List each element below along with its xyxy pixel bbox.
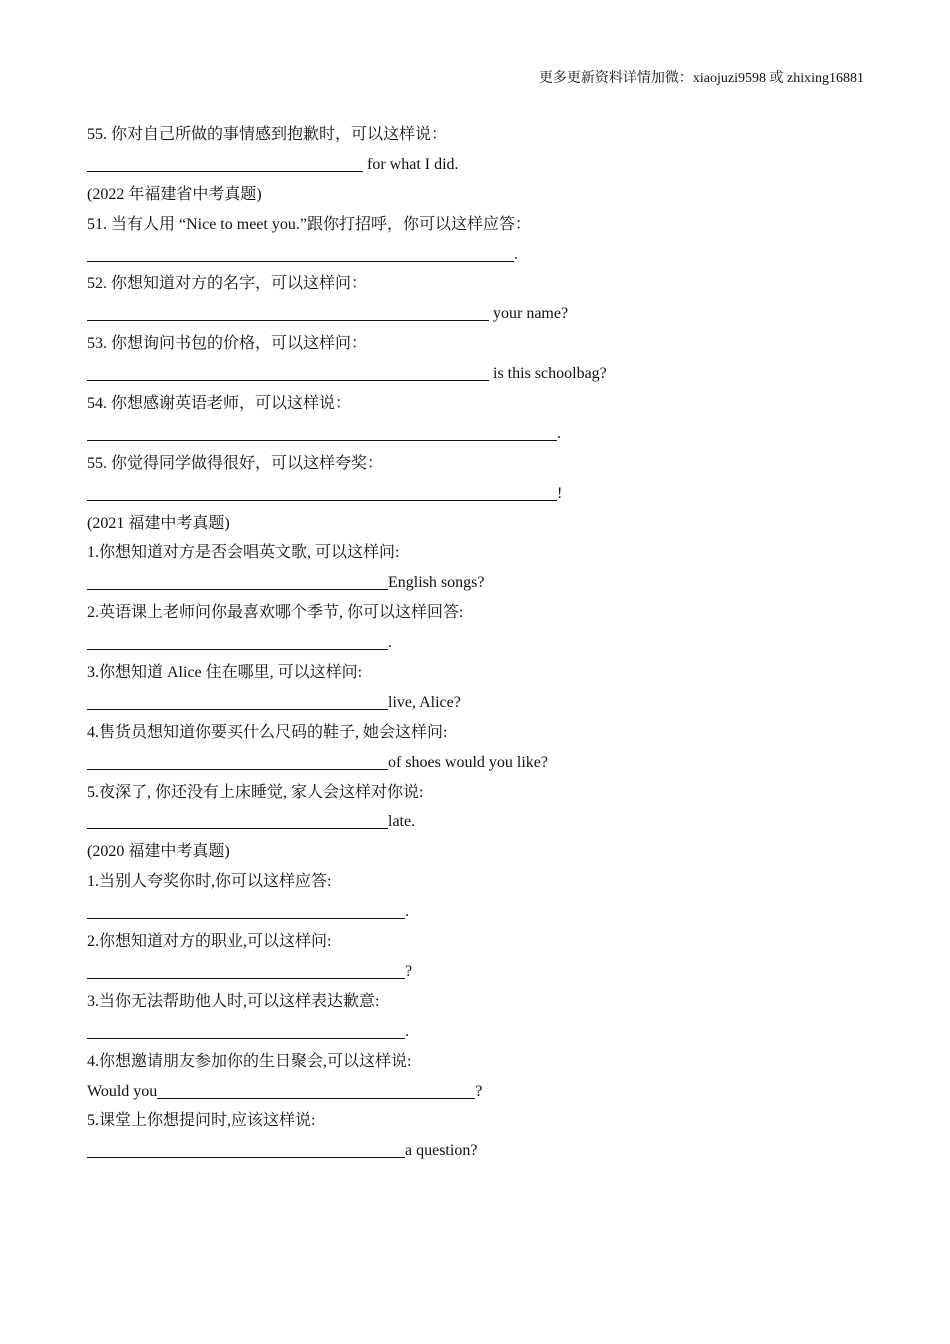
answer-line [87, 359, 887, 389]
answer-suffix: . [557, 424, 561, 442]
answer-suffix: ! [557, 484, 563, 502]
answer-line [87, 807, 887, 837]
question-line: 4.你想邀请朋友参加你的生日聚会,可以这样说: [87, 1052, 412, 1070]
answer-blank[interactable] [87, 960, 405, 979]
header-note: 更多更新资料详情加微：xiaojuzi9598 或 zhixing16881 [538, 71, 864, 86]
answer-line [87, 479, 887, 509]
question-line: (2020 福建中考真题) [87, 843, 230, 861]
answer-line [87, 897, 887, 927]
answer-blank[interactable] [87, 482, 557, 501]
answer-suffix: . [388, 634, 392, 652]
exercise-content [87, 120, 887, 1166]
answer-suffix: . [405, 1022, 409, 1040]
answer-blank[interactable] [87, 153, 363, 172]
answer-line [87, 688, 887, 718]
answer-blank[interactable] [87, 422, 557, 441]
answer-blank[interactable] [157, 1080, 475, 1099]
answer-line [87, 1077, 887, 1107]
answer-line [87, 299, 887, 329]
answer-line [87, 748, 887, 778]
question-line: 5.课堂上你想提问时,应该这样说: [87, 1112, 316, 1130]
answer-line [87, 957, 887, 987]
answer-suffix: your name? [489, 305, 569, 323]
answer-blank[interactable] [87, 900, 405, 919]
answer-blank[interactable] [87, 1139, 405, 1158]
answer-line [87, 419, 887, 449]
answer-suffix: . [405, 903, 409, 921]
answer-suffix: ? [475, 1082, 483, 1100]
question-line: 3.你想知道 Alice 住在哪里, 可以这样问: [87, 664, 363, 682]
question-line: 51. 当有人用 “Nice to meet you.”跟你打招呼，你可以这样应答： [87, 215, 531, 233]
question-line: 52. 你想知道对方的名字，可以这样问： [87, 275, 368, 293]
answer-blank[interactable] [87, 243, 514, 262]
question-line: 1.你想知道对方是否会唱英文歌, 可以这样问: [87, 544, 400, 562]
answer-line [87, 1136, 887, 1166]
answer-line [87, 150, 887, 180]
answer-blank[interactable] [87, 302, 489, 321]
answer-blank[interactable] [87, 362, 489, 381]
answer-line [87, 628, 887, 658]
answer-line [87, 1017, 887, 1047]
answer-blank[interactable] [87, 571, 388, 590]
question-line: 5.夜深了, 你还没有上床睡觉, 家人会这样对你说: [87, 783, 424, 801]
answer-prefix: Would you [87, 1082, 158, 1100]
answer-blank[interactable] [87, 810, 388, 829]
answer-suffix: of shoes would you like? [388, 753, 548, 771]
answer-suffix: is this schoolbag? [489, 365, 607, 383]
answer-line [87, 240, 887, 270]
question-line: 2.英语课上老师问你最喜欢哪个季节, 你可以这样回答: [87, 604, 464, 622]
answer-blank[interactable] [87, 631, 388, 650]
answer-suffix: a question? [405, 1142, 478, 1160]
answer-suffix: for what I did. [363, 155, 459, 173]
answer-suffix: English songs? [388, 574, 485, 592]
answer-blank[interactable] [87, 691, 388, 710]
question-line: 3.当你无法帮助他人时,可以这样表达歉意: [87, 992, 380, 1010]
answer-line [87, 568, 887, 598]
question-line: 55. 你觉得同学做得很好，可以这样夸奖： [87, 454, 384, 472]
answer-suffix: late. [388, 813, 416, 831]
question-line: 1.当别人夸奖你时,你可以这样应答: [87, 873, 332, 891]
question-line: (2021 福建中考真题) [87, 514, 230, 532]
answer-blank[interactable] [87, 751, 388, 770]
answer-suffix: ? [405, 962, 413, 980]
answer-suffix: live, Alice? [388, 693, 461, 711]
answer-suffix: . [514, 245, 518, 263]
question-line: (2022 年福建省中考真题) [87, 185, 262, 203]
question-line: 55. 你对自己所做的事情感到抱歉时，可以这样说： [87, 126, 448, 143]
answer-blank[interactable] [87, 1020, 405, 1039]
question-line: 4.售货员想知道你要买什么尺码的鞋子, 她会这样问: [87, 723, 448, 741]
question-line: 54. 你想感谢英语老师，可以这样说： [87, 395, 352, 413]
question-line: 2.你想知道对方的职业,可以这样问: [87, 933, 332, 951]
question-line: 53. 你想询问书包的价格，可以这样问： [87, 335, 368, 353]
